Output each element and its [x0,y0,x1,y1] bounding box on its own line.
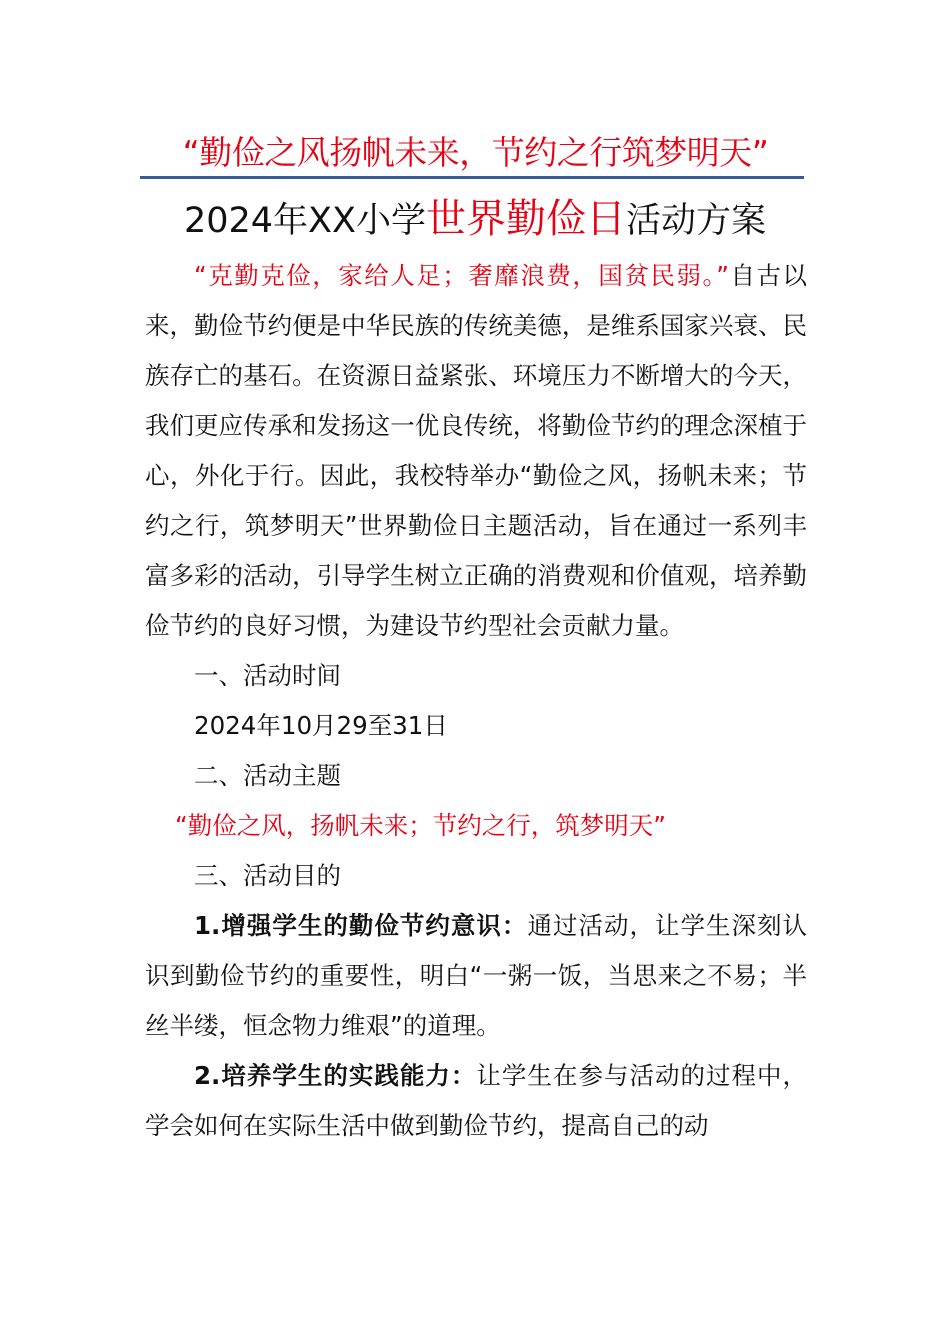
intro-quote: “克勤克俭，家给人足；奢靡浪费，国贫民弱。” [194,261,729,290]
document-title [140,192,810,248]
section-time-heading: 一、活动时间 [194,661,341,690]
section-goal-heading: 三、活动目的 [194,861,341,890]
section-theme-heading: 二、活动主题 [194,761,341,790]
goal-item [145,901,807,1051]
header-divider [140,176,804,179]
goal-item [145,1051,807,1151]
title-prefix: 2024年XX小学 [183,201,426,241]
header-slogan: “勤俭之风扬帆未来，节约之行筑梦明天” [182,133,769,172]
goal-label: 1.增强学生的勤俭节约意识： [194,911,528,940]
document-body [145,251,807,1151]
goal-text: 通过活动，让学生深刻认识到勤俭节约的重要性，明白“一粥一饭，当思来之不易；半丝半缕，恒念物力维艰”的道理。 [145,911,807,1040]
intro-text: 自古以来，勤俭节约便是中华民族的传统美德，是维系国家兴衰、民族存亡的基石。在资源日益紧张、环境压力不断增大的今天，我们更应传承和发扬这一优良传统，将勤俭节约的理念深植于心，外化于行。因此，我校特举办“勤俭之风，扬帆未来；节约之行，筑梦明天”世界勤俭日主题活动，旨在通过一系列丰富多彩的活动，引导学生树立正确的消费观和价值观，培养勤俭节约的良好习惯，为建设节约型社会贡献力量。 [145,261,807,640]
section-theme-value: “勤俭之风，扬帆未来；节约之行，筑梦明天” [175,811,666,840]
title-suffix: 活动方案 [626,201,767,241]
section-time-value: 2024年10月29至31日 [194,711,448,740]
goal-text: 让学生在参与活动的过程中，学会如何在实际生活中做到勤俭节约，提高自己的动 [145,1061,807,1140]
title-highlight: 世界勤俭日 [426,196,626,242]
intro-paragraph [145,251,807,651]
goal-label: 2.培养学生的实践能力： [194,1061,477,1090]
